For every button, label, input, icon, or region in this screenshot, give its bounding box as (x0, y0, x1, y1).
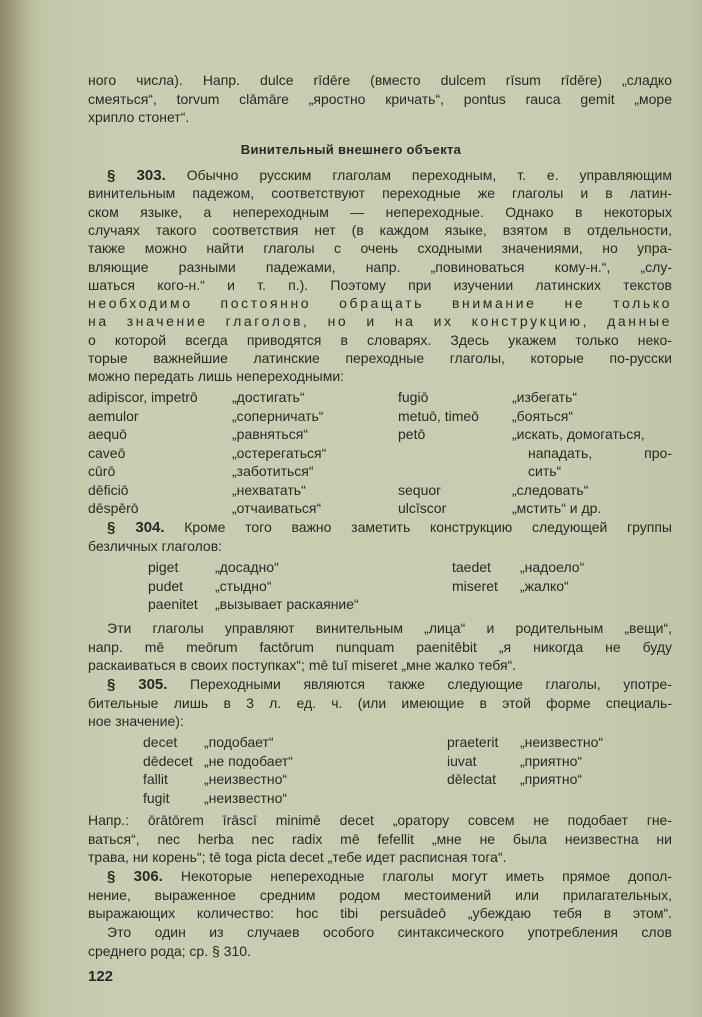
russian-translation: „равняться“ (232, 426, 308, 442)
russian-translation: „неизвестно“ (204, 789, 288, 806)
russian-translation: „избегать“ (512, 389, 578, 405)
line-text: Эти глаголы управляют винительным „лица“ и родительным „вещи“, (107, 620, 672, 636)
latin-verb: fugit (143, 789, 170, 806)
russian-translation: „достигать“ (232, 389, 305, 405)
line-text: нение, выраженное средним родом местоимений или прилагательных, (88, 886, 672, 903)
latin-verb: decet (143, 734, 178, 750)
russian-translation: „следовать“ (512, 481, 589, 498)
text-line (88, 830, 672, 848)
text-line (88, 638, 672, 656)
latin-verb: dēdecet (143, 752, 193, 769)
line-text: смеяться“, torvum clāmāre „яростно кричать“, pontus rauca gemit „море (88, 90, 672, 107)
latin-verb: iuvat (447, 752, 477, 769)
latin-verb: dēficiō (88, 481, 129, 498)
text-line (88, 886, 672, 904)
russian-translation: „заботиться“ (232, 463, 314, 479)
latin-verb: paenitet (148, 596, 198, 612)
latin-verb: metuō, timeō (398, 407, 479, 424)
line-text: случаях такого соответствия нет (в каждом языке, взятом в отдельности, (88, 221, 672, 238)
text-line (88, 331, 672, 349)
line-text: торые важнейшие латинские переходные глаголы, которые по-русски (88, 350, 672, 366)
latin-verb: pudet (148, 577, 184, 594)
text-line (88, 656, 672, 674)
russian-translation: „неизвестно“ (520, 734, 604, 750)
line-text: безличных глаголов: (88, 537, 223, 554)
text-line (88, 904, 672, 922)
russian-translation: „искать, домогаться, (512, 426, 645, 442)
line-text: Кроме того важно заметить конструкцию следующей группы (184, 519, 672, 535)
text-line (107, 923, 672, 941)
russian-translation: „стыдно“ (215, 577, 272, 594)
text-line (88, 276, 672, 294)
russian-translation: „остерегаться“ (232, 444, 327, 461)
latin-verb: sequor (398, 481, 441, 498)
russian-translation: „подобает“ (204, 734, 274, 750)
text-line (88, 349, 672, 367)
text-line (88, 712, 672, 730)
text-line (88, 239, 672, 257)
text-line (88, 367, 672, 385)
russian-translation: „приятно“ (520, 752, 583, 769)
russian-translation: „не подобает“ (204, 752, 293, 769)
latin-verb: aequō (88, 426, 127, 442)
text-line (88, 221, 672, 239)
latin-verb: adipiscor, impetrō (88, 389, 198, 405)
line-text: ное значение): (88, 713, 184, 729)
text-line (88, 848, 672, 866)
latin-verb: piget (148, 559, 179, 575)
line-text: среднего рода; ср. § 310. (88, 942, 251, 959)
latin-verb: praeterit (447, 734, 499, 750)
text-line (88, 108, 672, 126)
page-number: 122 (88, 968, 114, 985)
line-text: выражающих количество: hoc tibi persuādeō „убеждаю тебя в этом“. (88, 905, 672, 921)
russian-translation: „жалко“ (520, 577, 569, 594)
russian-translation: „неизвестно“ (204, 771, 288, 787)
latin-verb: taedet (452, 559, 491, 575)
latin-verb: dēlectat (447, 771, 497, 787)
line-text: шаться кого-н.“ и т. п.). Поэтому при изучении латинских текстов (88, 276, 672, 293)
section-number: § 305. (107, 676, 168, 693)
line-text: Некоторые непереходные глаголы могут иметь прямое допол- (180, 868, 672, 884)
text-line (88, 312, 672, 330)
text-line (88, 71, 672, 89)
line-text: ного числа). Напр. dulce rīdēre (вместо dulcem rīsum rīdēre) „сладко (88, 72, 672, 88)
russian-translation: „бояться“ (512, 407, 573, 424)
text-line (88, 537, 672, 555)
text-line (107, 619, 672, 637)
russian-translation: „приятно“ (520, 771, 583, 787)
line-text: необходимо постоянно обращать внимание не только (88, 295, 672, 312)
latin-verb: dēspērō (88, 500, 139, 516)
russian-translation: нападать, про- (528, 444, 672, 461)
line-text: также можно найти глаголы с очень сходными значениями, но упра- (88, 240, 672, 257)
section-number: § 303. (107, 167, 166, 184)
text-line (88, 811, 672, 829)
line-text: вляющие разными падежами, напр. „повиноваться кому-н.“, „слу- (88, 258, 672, 275)
line-text: ском языке, а непереходным — непереходные. Однако в некоторых (88, 203, 672, 220)
line-text: Переходными являются также следующие глаголы, употре- (190, 676, 672, 692)
russian-translation: „соперничать“ (232, 407, 324, 424)
line-text: напр. mē meōrum factōrum nunquam paenitēbit „я никогда не буду (88, 638, 672, 655)
text-line (107, 867, 672, 885)
line-text: раскаиваться в своих поступках“; mē tuī miseret „мне жалко тебя“. (88, 657, 517, 673)
section-heading: Винительный внешнего объекта (240, 142, 462, 157)
section-number: § 306. (107, 868, 163, 885)
text-line (107, 675, 672, 693)
russian-translation: „отчаиваться“ (232, 500, 322, 516)
russian-translation: „мстить“ и др. (512, 500, 602, 516)
text-line (107, 166, 672, 184)
line-text: о которой всегда приводятся в словарях. Здесь укажем только неко- (88, 331, 672, 348)
line-text: можно передать лишь непереходными: (88, 368, 345, 385)
line-text: винительным падежом, соответствуют переходные же глаголы и в латин- (88, 185, 672, 202)
text-line (107, 518, 672, 536)
line-text: на значение глаголов, но и на их конструкцию, данные (88, 313, 672, 330)
line-text: бительные лишь в 3 л. ед. ч. (или имеющие в этой форме специаль- (88, 694, 672, 711)
line-text: Это один из случаев особого синтаксического употребления слов (107, 924, 672, 940)
latin-verb: petō (398, 426, 426, 442)
latin-verb: fallit (143, 771, 168, 787)
russian-translation: „досадно“ (215, 559, 279, 575)
text-line (88, 184, 672, 202)
latin-verb: cūrō (88, 463, 116, 479)
line-text: хрипло стонет“. (88, 109, 190, 125)
text-line (88, 694, 672, 712)
line-text: трава, ни корень“; tē toga picta decet „тебе идет расписная тога“. (88, 849, 507, 865)
text-line (88, 258, 672, 276)
russian-translation: сить“ (528, 463, 562, 479)
line-text: ваться“, nec herba nec radix mē fefellit „мне не была неизвестна ни (88, 830, 672, 847)
text-line (88, 90, 672, 108)
latin-verb: miseret (452, 577, 498, 594)
section-number: § 304. (107, 519, 165, 536)
latin-verb: fugiō (398, 389, 429, 405)
latin-verb: aemulor (88, 407, 139, 424)
text-line (88, 942, 672, 960)
russian-translation: „надоело“ (520, 559, 585, 575)
latin-verb: ulcīscor (398, 500, 447, 516)
text-line (88, 294, 672, 312)
russian-translation: „нехватать“ (232, 481, 306, 498)
line-text: Напр.: ōrātōrem īrāscī minimē decet „оратору совсем не подобает гне- (88, 812, 672, 828)
line-text: Обычно русским глаголам переходным, т. е. управляющим (186, 167, 672, 183)
text-line (88, 203, 672, 221)
latin-verb: caveō (88, 444, 126, 461)
russian-translation: „вызывает раскаяние“ (215, 596, 359, 612)
